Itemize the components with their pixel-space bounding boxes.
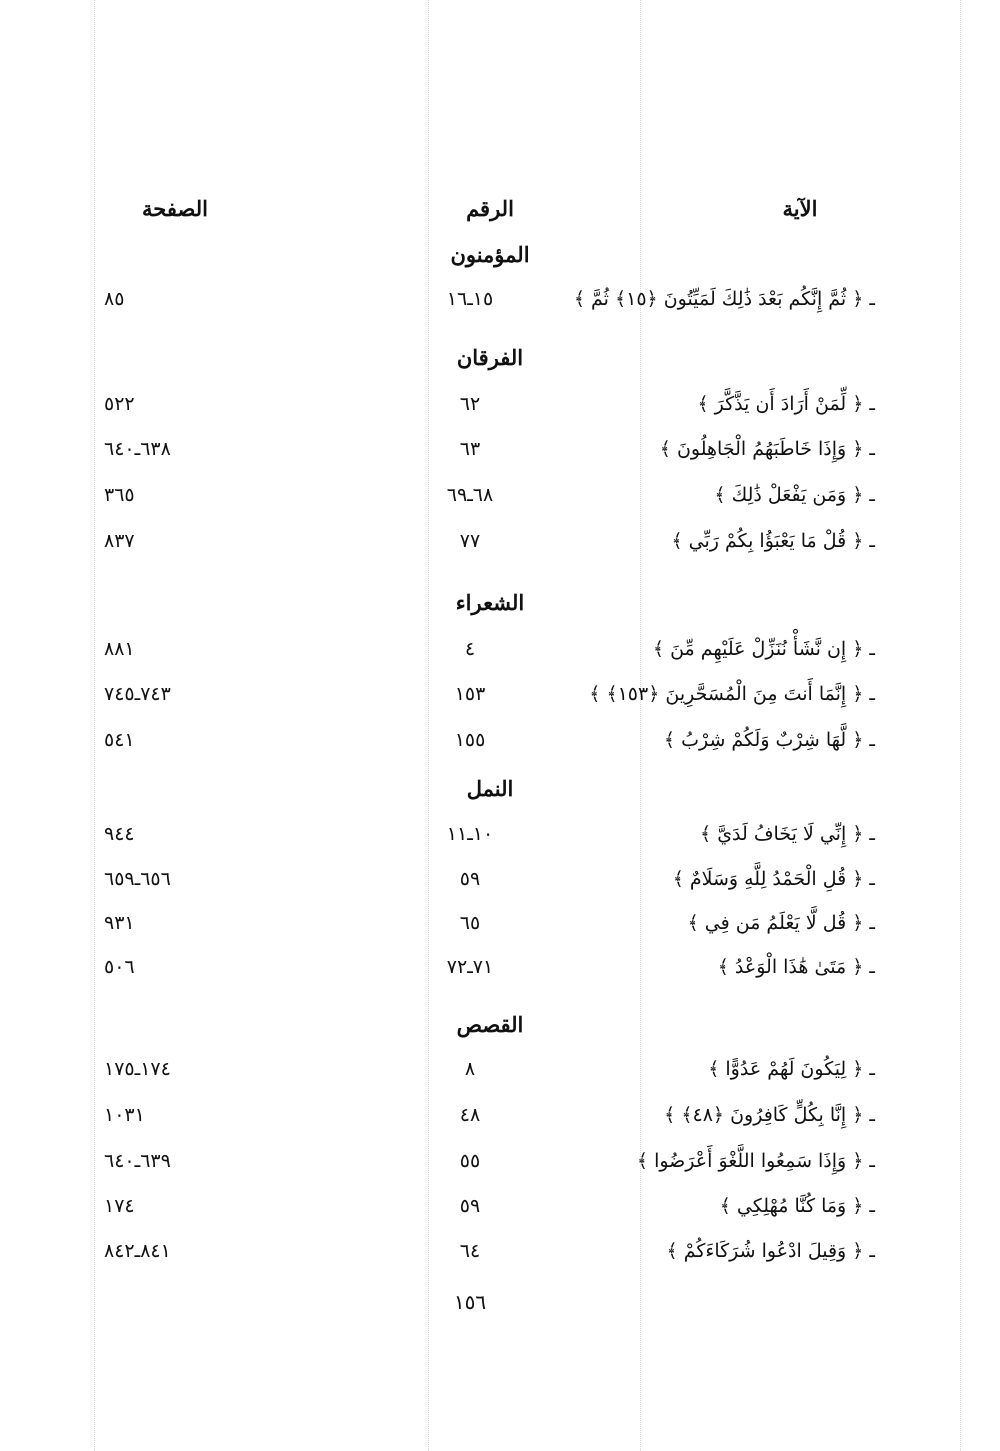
table-row: [0, 1195, 1000, 1231]
ayah-text: ـ ﴿ لِّمَنْ أَرَادَ أَن يَذَّكَّرَ ﴾: [697, 393, 875, 415]
surah-title-naml: النمل: [466, 776, 514, 801]
ayah-text: ـ ﴿ إِنَّمَا أَنتَ مِنَ الْمُسَحَّرِينَ ﴿١٥٣﴾ ﴾: [589, 683, 875, 705]
header-number: الرقم: [466, 196, 514, 221]
page-ref: ٨٥: [104, 288, 125, 310]
table-header: [0, 196, 1000, 232]
ayah-number: ١٥ـ١٦: [446, 288, 494, 310]
footer-page-number: ١٥٦: [453, 1290, 487, 1314]
ayah-number: ١٥٥: [454, 729, 486, 751]
ayah-text: ـ ﴿ ثُمَّ إِنَّكُم بَعْدَ ذَٰلِكَ لَمَيِّتُونَ ﴿١٥﴾ ثُمَّ ﴾: [573, 288, 875, 310]
table-row: [0, 823, 1000, 859]
surah-title-muminun: المؤمنون: [450, 242, 530, 267]
table-row: [0, 288, 1000, 324]
page-ref: ٥٠٦: [104, 956, 135, 978]
table-row: [0, 683, 1000, 719]
table-row: [0, 1104, 1000, 1140]
ayah-number: ٧٧: [459, 530, 481, 552]
ayah-text: ـ ﴿ وَمَن يَفْعَلْ ذَٰلِكَ ﴾: [714, 484, 875, 506]
ayah-text: ـ ﴿ قُل لَّا يَعْلَمُ مَن فِي ﴾: [687, 912, 875, 934]
ayah-number: ١٥٣: [454, 683, 486, 705]
page-ref: ٨٤١ـ٨٤٢: [104, 1240, 171, 1262]
page-ref: ٥٢٢: [104, 393, 135, 415]
ayah-text: ـ ﴿ قُلِ الْحَمْدُ لِلَّهِ وَسَلَامٌ ﴾: [672, 868, 875, 890]
ayah-text: ـ ﴿ قُلْ مَا يَعْبَؤُا بِكُمْ رَبِّي ﴾: [671, 530, 875, 552]
ayah-number: ٥٩: [459, 1195, 481, 1217]
page-ref: ١٠٣١: [104, 1104, 145, 1126]
ayah-text: ـ ﴿ إِنَّا بِكُلٍّ كَافِرُونَ ﴿٤٨﴾ ﴾: [664, 1104, 875, 1126]
page-ref: ١٧٤ـ١٧٥: [104, 1058, 171, 1080]
ayah-text: ـ ﴿ وَإِذَا سَمِعُوا اللَّغْوَ أَعْرَضُوا ﴾: [636, 1150, 875, 1172]
ayah-number: ٦٤: [459, 1240, 481, 1262]
surah-title-qasas: القصص: [456, 1012, 524, 1037]
ayah-text: ـ ﴿ لَّهَا شِرْبٌ وَلَكُمْ شِرْبُ ﴾: [663, 729, 875, 751]
ayah-text: ـ ﴿ لِيَكُونَ لَهُمْ عَدُوًّا ﴾: [708, 1058, 875, 1080]
table-row: [0, 638, 1000, 674]
page-ref: ٧٤٣ـ٧٤٥: [104, 683, 171, 705]
header-page: الصفحة: [142, 196, 208, 221]
page-ref: ٣٦٥: [104, 484, 135, 506]
ayah-number: ٥٥: [459, 1150, 481, 1172]
page-ref: ٩٣١: [104, 912, 135, 934]
ayah-number: ٦٣: [459, 438, 481, 460]
surah-title-furqan: الفرقان: [456, 345, 524, 370]
ayah-number: ٨: [464, 1058, 476, 1080]
table-row: [0, 956, 1000, 992]
page-ref: ٨٨١: [104, 638, 135, 660]
table-row: [0, 912, 1000, 948]
ayah-number: ٦٢: [459, 393, 481, 415]
page-ref: ٦٣٨ـ٦٤٠: [104, 438, 171, 460]
page-ref: ٦٣٩ـ٦٤٠: [104, 1150, 171, 1172]
page-ref: ٦٥٦ـ٦٥٩: [104, 868, 171, 890]
page-ref: ٨٣٧: [104, 530, 135, 552]
ayah-text: ـ ﴿ مَتَىٰ هَٰذَا الْوَعْدُ ﴾: [717, 956, 875, 978]
surah-title-shuara: الشعراء: [455, 590, 525, 615]
ayah-number: ٤: [464, 638, 476, 660]
table-row: [0, 729, 1000, 765]
header-ayah: الآية: [782, 196, 818, 221]
table-row: [0, 393, 1000, 429]
page-ref: ١٧٤: [104, 1195, 135, 1217]
table-row: [0, 1240, 1000, 1276]
table-row: [0, 530, 1000, 566]
ayah-number: ٥٩: [459, 868, 481, 890]
ayah-text: ـ ﴿ وَمَا كُنَّا مُهْلِكِي ﴾: [719, 1195, 875, 1217]
ayah-number: ٧١ـ٧٢: [446, 956, 494, 978]
table-row: [0, 438, 1000, 474]
ayah-text: ـ ﴿ إِن نَّشَأْ نُنَزِّلْ عَلَيْهِم مِّنَ ﴾: [652, 638, 875, 660]
ayah-number: ٦٨ـ٦٩: [446, 484, 494, 506]
table-row: [0, 1150, 1000, 1186]
table-row: [0, 1058, 1000, 1094]
ayah-text: ـ ﴿ وَإِذَا خَاطَبَهُمُ الْجَاهِلُونَ ﴾: [659, 438, 875, 460]
ayah-number: ١٠ـ١١: [446, 823, 494, 845]
table-row: [0, 484, 1000, 520]
page-ref: ٥٤١: [104, 729, 135, 751]
ayah-text: ـ ﴿ إِنِّي لَا يَخَافُ لَدَيَّ ﴾: [700, 823, 875, 845]
table-row: [0, 868, 1000, 904]
page-ref: ٩٤٤: [104, 823, 135, 845]
ayah-number: ٤٨: [459, 1104, 481, 1126]
ayah-text: ـ ﴿ وَقِيلَ ادْعُوا شُرَكَاءَكُمْ ﴾: [666, 1240, 875, 1262]
ayah-number: ٦٥: [459, 912, 481, 934]
